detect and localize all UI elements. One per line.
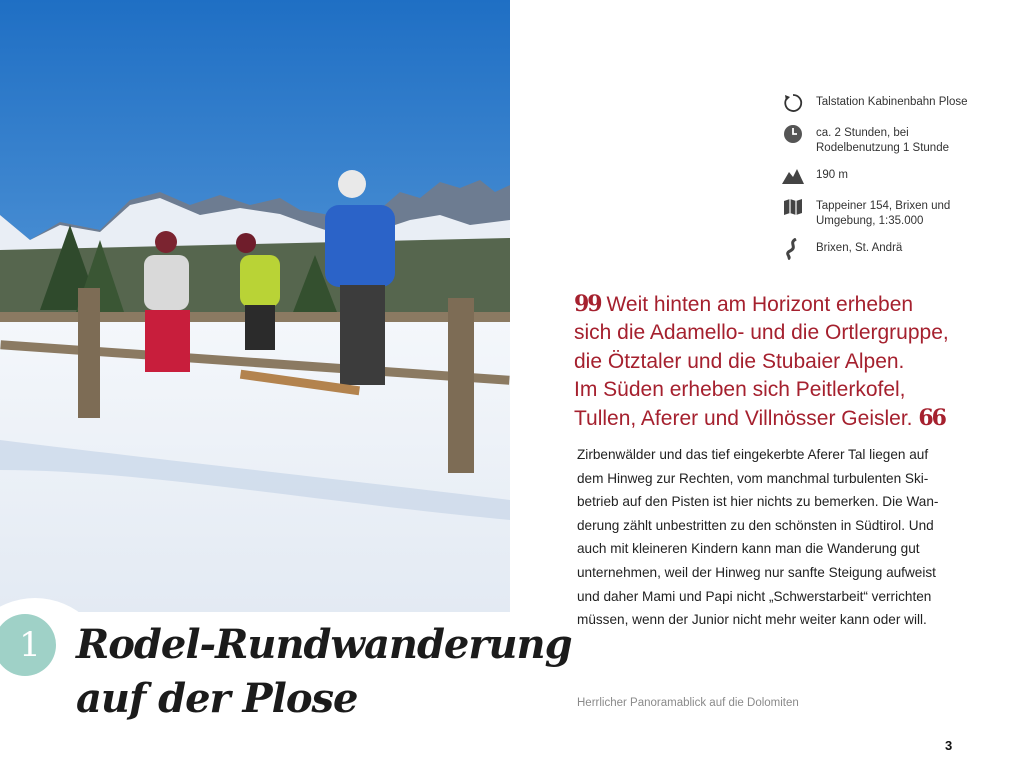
quote-line: 99 Weit hinten am Horizont erheben xyxy=(574,291,914,317)
info-text: 190 m xyxy=(816,169,848,181)
tour-title xyxy=(76,618,572,726)
road-icon xyxy=(782,238,804,260)
tour-number: 1 xyxy=(19,625,41,665)
body-line: müssen, wenn der Junior nicht mehr weiter kann oder will. xyxy=(577,612,927,628)
pull-quote xyxy=(574,290,1004,433)
body-line: betrieb auf den Pisten ist hier nichts zu bemerken. Die Wan- xyxy=(577,494,939,510)
clock-icon xyxy=(782,123,804,145)
mountain-icon xyxy=(782,165,804,187)
tour-title-line: Rodel-Rundwanderung xyxy=(76,621,572,668)
body-text xyxy=(577,443,957,632)
info-location xyxy=(782,238,982,260)
hero-photo xyxy=(0,0,510,612)
quote-line: sich die Adamello- und die Ortlergruppe, xyxy=(574,321,949,345)
quote-close-mark: 66 xyxy=(918,405,945,432)
info-text: Tappeiner 154, Brixen und Umgebung, 1:35.000 xyxy=(816,200,951,227)
tour-title-line: auf der Plose xyxy=(76,675,358,722)
info-start-point xyxy=(782,92,982,114)
body-line: Zirbenwälder und das tief eingekerbte Aferer Tal liegen auf xyxy=(577,447,929,462)
body-line: und daher Mami und Papi nicht „Schwerstarbeit“ verrichten xyxy=(577,588,932,604)
body-line: unternehmen, weil der Hinweg nur sanfte Steigung aufweist xyxy=(577,564,936,580)
quote-line: Tullen, Aferer und Villnösser Geisler. 66 xyxy=(574,405,945,432)
body-line: dem Hinweg zur Rechten, vom manchmal turbulenten Ski- xyxy=(577,470,929,486)
info-map xyxy=(782,196,982,229)
info-text: Talstation Kabinenbahn Plose xyxy=(816,96,968,108)
winter-landscape-image xyxy=(0,0,510,612)
quote-line: Im Süden erheben sich Peitlerkofel, xyxy=(574,377,906,401)
body-line: auch mit kleineren Kindern kann man die Wanderung gut xyxy=(577,541,920,557)
body-line: derung zählt unbestritten zu den schönsten in Südtirol. Und xyxy=(577,517,934,533)
info-text: Brixen, St. Andrä xyxy=(816,242,903,254)
info-text: ca. 2 Stunden, bei Rodelbenutzung 1 Stunde xyxy=(816,127,949,154)
quote-open-mark: 99 xyxy=(574,291,601,317)
tour-info-list xyxy=(782,92,982,269)
info-elevation xyxy=(782,165,982,187)
photo-caption: Herrlicher Panoramablick auf die Dolomiten xyxy=(577,697,799,709)
start-icon xyxy=(782,92,804,114)
quote-line: die Ötztaler und die Stubaier Alpen. xyxy=(574,349,905,373)
page-number: 3 xyxy=(945,738,953,753)
map-icon xyxy=(782,196,804,218)
info-duration xyxy=(782,123,982,156)
